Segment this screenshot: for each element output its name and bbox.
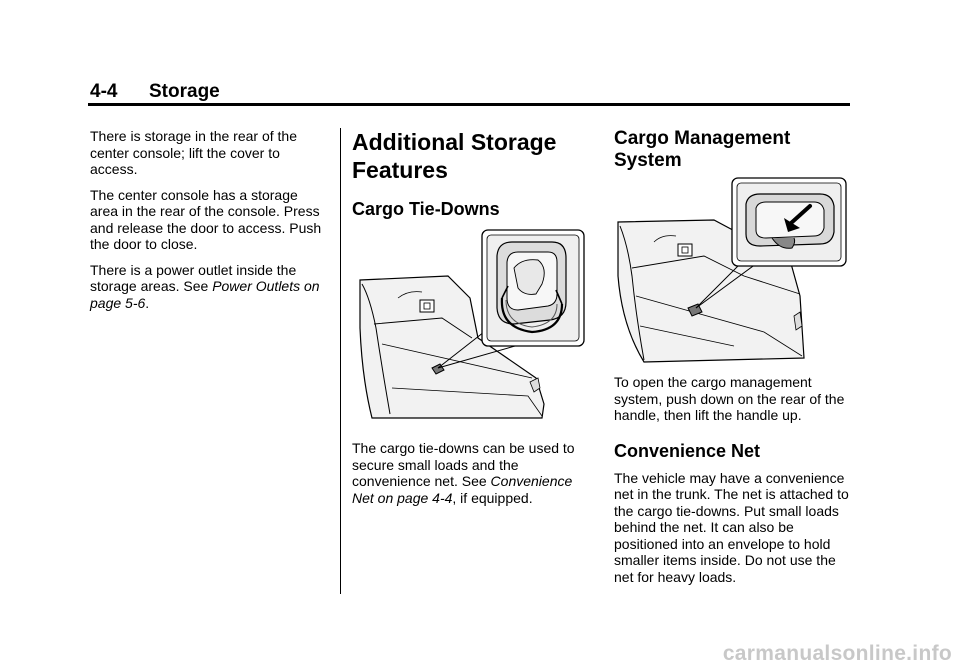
cargo-management-illustration <box>614 176 850 366</box>
cargo-management-heading: Cargo Management System <box>614 128 791 171</box>
convenience-net-heading: Convenience Net <box>614 440 761 461</box>
convenience-net-paragraph: The vehicle may have a convenience net in the trunk. The net is attached to the cargo tie-downs. Put small loads behind the net. It can also be positioned into an envelope to hold smaller items inside. Do not use the net for heavy loads. <box>614 469 849 585</box>
watermark: carmanualsonline.info <box>722 642 952 665</box>
page-number: 4-4 <box>90 81 118 102</box>
convenience-net-link[interactable]: Convenience Net on page 4-4 <box>352 473 573 506</box>
section-title: Storage <box>149 81 220 102</box>
power-outlets-link[interactable]: Power Outlets on page 5-6 <box>90 278 320 311</box>
column-middle <box>352 128 588 515</box>
cargo-tie-down-illustration <box>352 228 588 428</box>
additional-storage-heading: Additional Storage Features <box>352 129 557 183</box>
console-storage-paragraph: There is storage in the rear of the center console; lift the cover to access. <box>90 128 297 177</box>
header-rule <box>88 103 850 106</box>
column-right <box>614 128 850 594</box>
console-door-paragraph: The center console has a storage area in the rear of the console. Press and release the door to access. Push the door to close. <box>90 186 322 252</box>
column-divider <box>340 128 341 594</box>
tie-downs-paragraph: The cargo tie-downs can be used to secure small loads and the convenience net. See Convenience Net on page 4-4, if equipped. <box>352 440 575 506</box>
cargo-management-paragraph: To open the cargo management system, push down on the rear of the handle, then lift the handle up. <box>614 374 845 423</box>
cargo-tie-downs-heading: Cargo Tie-Downs <box>352 199 500 219</box>
column-left <box>90 128 322 320</box>
power-outlet-paragraph: There is a power outlet inside the storage areas. See Power Outlets on page 5-6. <box>90 261 320 311</box>
